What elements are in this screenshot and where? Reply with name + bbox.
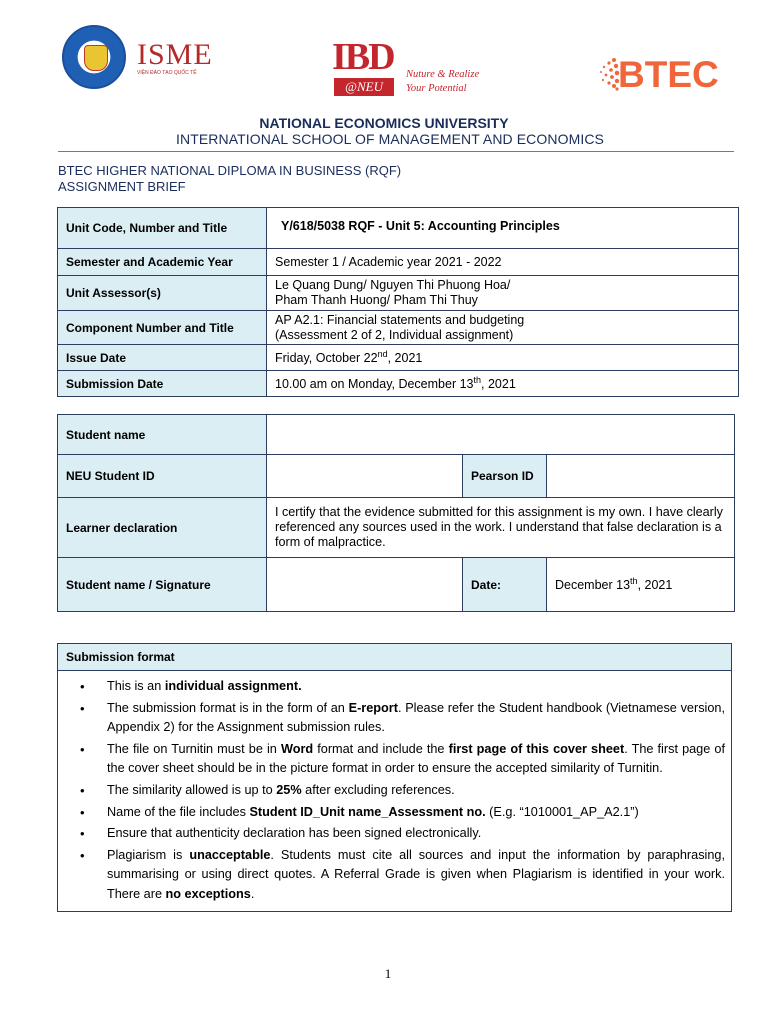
rule-emphasis: Word xyxy=(280,741,314,756)
list-item xyxy=(58,803,731,823)
signature-label: Student name / Signature xyxy=(58,558,267,612)
student-info-table xyxy=(57,414,735,612)
rule-text: . Students must cite all sources and input the information by paraphrasing, summarising or using direct quotes. A Referral Grade is given when Plagiarism is identified in your work. There are xyxy=(107,847,725,901)
unit-info-table xyxy=(57,207,739,397)
rule-emphasis: 25% xyxy=(276,782,302,797)
date-year: , 2021 xyxy=(637,578,673,593)
list-item xyxy=(58,699,731,738)
program-title: BTEC HIGHER NATIONAL DIPLOMA IN BUSINESS (RQF) xyxy=(58,163,402,178)
submission-format-heading: Submission format xyxy=(58,644,732,671)
list-item xyxy=(58,781,731,801)
issue-date-suffix: nd xyxy=(377,349,388,360)
list-item xyxy=(58,740,731,779)
rule-emphasis: no exceptions xyxy=(165,886,251,901)
btec-dots-icon xyxy=(598,56,620,92)
ibd-logo: IBD xyxy=(332,36,394,78)
component-value xyxy=(267,311,739,345)
school-title: INTERNATIONAL SCHOOL OF MANAGEMENT AND ECONOMICS xyxy=(176,131,604,147)
component-label: Component Number and Title xyxy=(58,311,267,345)
ibd-logo-neu: @NEU xyxy=(334,78,394,96)
list-item xyxy=(58,677,731,697)
assessor-value xyxy=(267,276,739,311)
list-item xyxy=(58,846,731,905)
rule-text: format and include the xyxy=(313,741,449,756)
date-value xyxy=(547,558,735,612)
unit-code-label: Unit Code, Number and Title xyxy=(58,208,267,249)
university-title: NATIONAL ECONOMICS UNIVERSITY xyxy=(259,115,509,131)
rule-text: (E.g. “1010001_AP_A2.1”) xyxy=(485,804,639,819)
issue-date-main: Friday, October 22 xyxy=(275,351,378,366)
assessor-line-2: Pham Thanh Huong/ Pham Thi Thuy xyxy=(275,293,478,307)
unit-code-value: Y/618/5038 RQF - Unit 5: Accounting Principles xyxy=(267,208,739,249)
submission-date-suffix: th xyxy=(473,375,482,386)
btec-logo: BTEC xyxy=(618,54,719,95)
rule-text: The file on Turnitin must be in xyxy=(107,741,281,756)
assessor-line-1: Le Quang Dung/ Nguyen Thi Phuong Hoa/ xyxy=(275,278,511,292)
submission-format-content xyxy=(58,671,732,912)
assessor-label: Unit Assessor(s) xyxy=(58,276,267,311)
rule-text: The similarity allowed is up to xyxy=(107,782,277,797)
rule-text: . The first page of the cover sheet should be in the picture format in order to ensure the accepted similarity of Turnitin. xyxy=(107,741,725,776)
list-item xyxy=(58,824,731,844)
student-name-field[interactable] xyxy=(267,415,735,455)
learner-declaration-text: I certify that the evidence submitted for this assignment is my own. I have clearly referenced any sources used in the work. I understand that false declaration is a form of malpractice. xyxy=(267,498,735,558)
neu-student-id-label: NEU Student ID xyxy=(58,455,267,498)
isme-logo: ISME xyxy=(137,38,213,71)
seal-emblem-icon xyxy=(84,45,108,71)
semester-value: Semester 1 / Academic year 2021 - 2022 xyxy=(267,249,739,276)
component-line-2: (Assessment 2 of 2, Individual assignment) xyxy=(275,327,514,342)
student-name-label: Student name xyxy=(58,415,267,455)
ibd-tagline-line1: Nuture & Realize xyxy=(406,69,480,80)
submission-date-main: 10.00 am on Monday, December 13 xyxy=(275,377,474,392)
semester-label: Semester and Academic Year xyxy=(58,249,267,276)
date-main: December 13 xyxy=(555,578,631,593)
isme-logo-subtitle: VIỆN ĐÀO TẠO QUỐC TẾ xyxy=(137,70,197,76)
rule-text: This is an xyxy=(107,679,165,693)
rule-text: Plagiarism is xyxy=(107,847,190,862)
rule-emphasis: E-report xyxy=(348,700,398,715)
submission-date-value xyxy=(267,371,739,397)
ibd-tagline xyxy=(406,68,479,96)
submission-date-year: , 2021 xyxy=(481,377,516,392)
date-suffix: th xyxy=(630,576,638,587)
issue-date-year: , 2021 xyxy=(387,351,423,366)
neu-student-id-field[interactable] xyxy=(267,455,463,498)
signature-field[interactable] xyxy=(267,558,463,612)
issue-date-label: Issue Date xyxy=(58,345,267,371)
neu-seal-logo xyxy=(62,25,126,89)
rule-emphasis: Student ID_Unit name_Assessment no. xyxy=(249,804,486,819)
submission-date-label: Submission Date xyxy=(58,371,267,397)
rule-text: Ensure that authenticity declaration has been signed electronically. xyxy=(107,826,482,841)
rule-emphasis: unacceptable xyxy=(189,847,271,862)
submission-format-box xyxy=(57,643,732,912)
rule-text: Name of the file includes xyxy=(107,804,250,819)
document-type: ASSIGNMENT BRIEF xyxy=(58,179,186,194)
rule-text: The submission format is in the form of an xyxy=(107,700,349,715)
rule-text: . Please refer the Student handbook (Vietnamese version, Appendix 2) for the Assignment submission rules. xyxy=(107,700,726,735)
rule-text: . xyxy=(250,886,255,901)
pearson-id-label: Pearson ID xyxy=(463,455,547,498)
page-number: 1 xyxy=(384,966,392,981)
rule-emphasis: individual assignment. xyxy=(164,679,302,693)
date-label: Date: xyxy=(463,558,547,612)
ibd-tagline-line2: Your Potential xyxy=(406,83,467,94)
rule-emphasis: first page of this cover sheet xyxy=(448,741,625,756)
pearson-id-field[interactable] xyxy=(547,455,735,498)
submission-rules-list xyxy=(58,671,731,911)
issue-date-value xyxy=(267,345,739,371)
rule-text: after excluding references. xyxy=(301,782,455,797)
header-divider xyxy=(58,151,734,152)
learner-declaration-label: Learner declaration xyxy=(58,498,267,558)
component-line-1: AP A2.1: Financial statements and budgeting xyxy=(275,312,525,327)
